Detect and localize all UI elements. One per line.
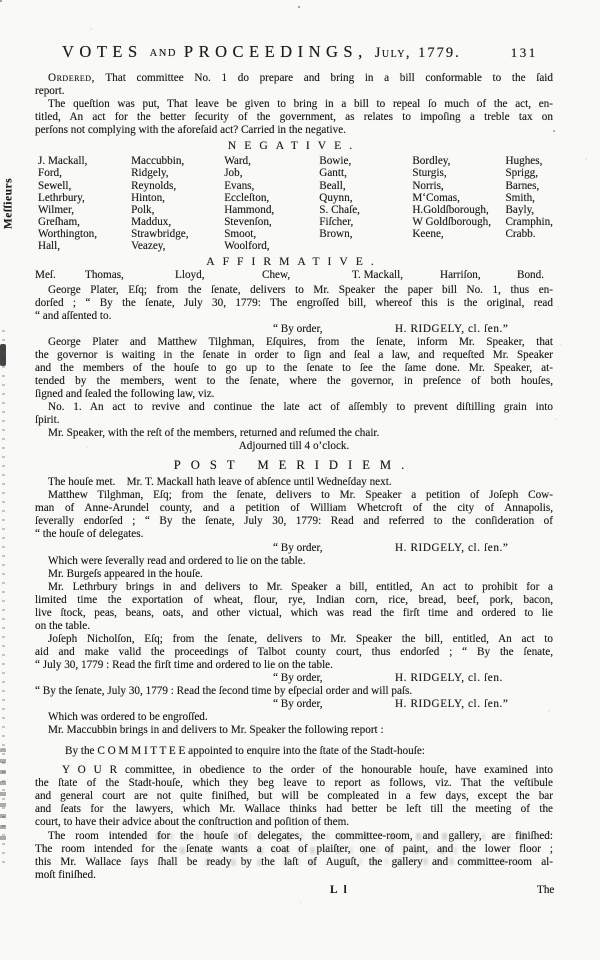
line-text: live ſtock, peas, beans, oats, and other victual, which was read the firſt time and ordered to lie [35, 606, 553, 619]
negative-name-columns [35, 155, 553, 252]
delegate-name: Bond. [517, 268, 545, 281]
delegate-name: Thomas, [85, 268, 124, 281]
text-line [35, 777, 553, 790]
text-line [35, 336, 553, 349]
text-line [35, 349, 553, 362]
line-right-text: H. RIDGELY, cl. ſen. [395, 671, 503, 684]
delegate-name: Wilmer, [38, 203, 75, 216]
line-text: perſons not complying with the aforeſaid act? Carried in the negative. [35, 124, 346, 137]
delegate-name: Bayly, [505, 203, 535, 216]
delegate-name: W Goldſborough, [412, 216, 492, 229]
text-line [35, 698, 553, 711]
line-text: dorſed ; “ By the ſenate, July 30, 1779: The engroſſed bill, whereof this is the original, read [35, 296, 553, 309]
text-line [35, 620, 553, 633]
line-text: Which was ordered to be engroſſed. [48, 711, 208, 724]
text-line [35, 72, 553, 85]
binding-edge-specks [0, 748, 6, 844]
ink-bleedthrough [345, 858, 525, 865]
negative-vote-list [2, 155, 553, 253]
delegate-name: Maddux, [131, 216, 172, 229]
text-line [35, 646, 553, 659]
delegate-name: Cramphin, [505, 216, 553, 229]
line-text: Which were ſeverally read and ordered to lie on the table. [48, 554, 306, 567]
text-line [35, 724, 553, 737]
delegate-name: Woolford, [224, 240, 270, 253]
line-text: “ By order, [273, 698, 323, 711]
smallcaps-lead: Ordered, [48, 72, 95, 84]
delegate-name: Brown, [319, 228, 353, 241]
line-text: Mr. Burgeſs appeared in the houſe. [48, 567, 203, 580]
name-column [319, 155, 412, 252]
line-text: Mr. Lethrbury brings in and delivers to Mr. Speaker a bill, entitled, An act to prohibit for a [48, 580, 553, 593]
delegate-name: Harriſon, [440, 268, 481, 281]
delegate-name: Sprigg, [505, 167, 539, 180]
line-text: The room intended for the ſenate wants a coat of plaiſter, one of paint, and the lower floor ; [35, 842, 553, 855]
delegate-name: Norris, [412, 179, 444, 192]
delegate-name: Greſham, [38, 216, 80, 229]
delegate-name: Fiſcher, [319, 216, 354, 229]
line-text: and ſeats for the lawyers, which Mr. Wallace thinks had better be left till the meeting of the [35, 803, 553, 816]
delegate-name: S. Chaſe, [319, 203, 360, 216]
line-right-text: H. RIDGELY, cl. ſen.” [395, 698, 509, 711]
text-line [35, 459, 553, 472]
text-line [35, 502, 553, 515]
line-text: report. [35, 85, 65, 98]
line-text: and general court are not quite finiſhed, but will be compleated in a few days, except the bar [35, 790, 553, 803]
delegate-name: Chew, [262, 268, 291, 281]
line-text: “ By order, [273, 541, 323, 554]
line-text: moſt finiſhed. [35, 868, 96, 881]
line-text: on the table. [35, 619, 90, 632]
line-right-text: H. RIDGELY, cl. ſen.” [395, 322, 509, 335]
line-text: Adjourned till 4 o’clock. [238, 440, 350, 453]
delegate-name: Polk, [131, 203, 155, 216]
negative-heading: NEGATIVE. [227, 139, 361, 153]
delegate-name: Stevenſon, [224, 216, 272, 229]
text-line [35, 884, 553, 897]
line-text: L l [330, 883, 349, 896]
document-body [2, 72, 555, 897]
delegate-name: Bordley, [412, 155, 451, 168]
text-line [35, 803, 553, 816]
text-line [35, 594, 553, 607]
delegate-name: Keene, [412, 228, 444, 241]
delegate-name: Hughes, [505, 155, 543, 168]
delegate-name: Meſ. [35, 268, 56, 281]
line-text: ſpirit. [35, 414, 60, 427]
name-column [224, 155, 319, 252]
text-line [35, 297, 553, 310]
line-text: George Plater, Eſq; from the ſenate, delivers to Mr. Speaker the paper bill No. 1, thus en- [48, 283, 553, 296]
text-line [35, 323, 553, 336]
text-line [35, 555, 553, 568]
delegate-name: Lethrbury, [38, 191, 85, 204]
binding-edge-blob [0, 344, 6, 366]
scan-speck-layer [0, 0, 2, 2]
delegate-name: Smith, [505, 191, 535, 204]
delegate-name: Maccubbin, [131, 155, 185, 168]
line-text: the governor is waiting in the ſenate in order to ſign and ſeal a law, and requeſted Mr. Speaker [35, 348, 553, 361]
delegate-name: Gantt, [319, 167, 347, 180]
text-line [35, 515, 553, 528]
name-column [38, 155, 131, 252]
delegate-name: Veazey, [131, 240, 166, 253]
delegate-name: Barnes, [505, 179, 540, 192]
delegate-name: Lloyd, [175, 268, 205, 281]
delegate-name: T. Mackall, [352, 268, 404, 281]
text-line [35, 581, 553, 594]
delegate-name: Ward, [224, 155, 251, 168]
line-text: Joſeph Nicholſon, Eſq; from the ſenate, delivers to Mr. Speaker the bill, entitled, An act to [48, 632, 553, 645]
messieurs-label: Meſſieurs [2, 178, 15, 230]
delegate-name: Worthington, [38, 228, 98, 241]
text-line [35, 607, 553, 620]
line-text: the ſtate of the Stadt-houſe, which they beg leave to report as follows, viz. That the veſtibule [35, 777, 553, 790]
page-title-part: AND [149, 48, 177, 59]
line-text: Matthew Tilghman, Eſq; from the ſenate, delivers to Mr. Speaker a petition of Joſeph Cow- [48, 489, 553, 502]
line-text: Y O U R committee, in obedience to the order of the honourable houſe, have examined into [62, 764, 553, 777]
delegate-name: Job, [224, 167, 243, 180]
line-text: ſeverally endorſed ; “ By the ſenate, July 30, 1779: Read and referred to the conſideration of [35, 515, 553, 528]
text-line [35, 124, 553, 137]
delegate-name: Eccleſton, [224, 191, 270, 204]
text-line [35, 440, 553, 453]
text-line [35, 375, 553, 388]
text-line [35, 388, 553, 401]
delegate-name: Ford, [38, 167, 62, 180]
text-line [35, 711, 553, 724]
text-line [35, 528, 553, 541]
page-title-part: VOTES [62, 42, 143, 61]
delegate-name: Strawbridge, [131, 228, 189, 241]
delegate-name: Hammond, [224, 203, 275, 216]
line-text: titled, An act for the better ſecurity of the government, as relates to impoſing a treble tax on [35, 111, 553, 124]
delegate-name: Ridgely, [131, 167, 169, 180]
delegate-name: Evans, [224, 179, 255, 192]
ink-bleedthrough [205, 859, 315, 866]
page-header [62, 42, 570, 62]
line-text: aid and make valid the proceedings of Talbot county court, thus endorſed ; “ By the ſenate, [35, 645, 553, 658]
affirmative-vote-list [35, 269, 553, 282]
opening-paragraphs [35, 72, 553, 137]
line-text: That committee No. 1 do prepare and bring in a bill conformable to the ſaid [94, 72, 553, 84]
line-text: The queſtion was put, That leave be given to bring in a bill to repeal ſo much of the act, en- [48, 98, 553, 111]
text-line [35, 427, 553, 440]
line-text: The houſe met. Mr. T. Mackall hath leave of abſence until Wedneſday next. [48, 476, 392, 489]
line-text: and the members of the houſe to go up to the ſenate to ſee the ſame done. Mr. Speaker, at- [35, 361, 553, 374]
text-line [35, 476, 553, 489]
text-line [35, 284, 553, 297]
delegate-name: Quynn, [319, 191, 353, 204]
text-line [35, 111, 553, 124]
delegate-name: J. Mackall, [38, 155, 88, 168]
text-line [35, 414, 553, 427]
text-line [35, 745, 553, 758]
proceedings-paragraphs [35, 284, 553, 897]
line-text: limited time the exportation of wheat, flour, rye, Indian corn, rice, bread, beef, pork, bacon, [35, 593, 553, 606]
delegate-name: Bowie, [319, 155, 352, 168]
text-line [35, 685, 553, 698]
text-line [35, 85, 553, 98]
text-line [35, 98, 553, 111]
text-line [35, 401, 553, 414]
delegate-name: Sewell, [38, 179, 72, 192]
line-text: “ By the ſenate, July 30, 1779 : Read the ſecond time by eſpecial order and will paſs. [35, 685, 413, 698]
affirmative-heading: AFFIRMATIVE. [206, 254, 382, 268]
name-column [412, 155, 505, 252]
page-title-part: PROCEEDINGS, [183, 42, 368, 61]
line-text: “ the houſe of delegates. [35, 528, 144, 541]
text-line [35, 489, 553, 502]
page-number: 131 [510, 45, 538, 60]
text-line [35, 310, 553, 323]
line-text: “ and aſſented to. [35, 309, 112, 322]
delegate-name: Smoot, [224, 228, 257, 241]
line-text: No. 1. An act to revive and continue the late act of aſſembly to prevent diſtilling grain into [48, 401, 553, 414]
text-line [35, 659, 553, 672]
line-text: tended by the members, went to the ſenate, where the governor, in preſence of both houſes, [35, 374, 553, 387]
text-line [35, 790, 553, 803]
text-line [35, 869, 553, 882]
delegate-name: Hall, [38, 240, 61, 253]
line-text: The room intended for the houſe of delegates, the committee-room, and gallery, are finiſhed: [48, 829, 553, 842]
line-text: “ July 30, 1779 : Read the firſt time and ordered to lie on the table. [35, 658, 333, 671]
text-line [35, 542, 553, 555]
line-text: “ By order, [273, 671, 323, 684]
line-text: ſigned and ſealed the following law, viz. [35, 388, 215, 400]
line-text: Mr. Speaker, with the reſt of the members, returned and reſumed the chair. [48, 427, 380, 440]
page-title-part: July, [374, 45, 412, 61]
name-column [505, 155, 553, 252]
delegate-name: M‘Comas, [412, 191, 460, 204]
text-line [35, 568, 553, 581]
line-text: man of Anne-Arundel county, and a petition of William Whetcroft of the city of Annapolis, [35, 502, 553, 515]
ink-bleedthrough [130, 833, 530, 840]
ink-bleedthrough [180, 847, 470, 854]
line-text: this Mr. Wallace ſays ſhall be ready by the laſt of Auguſt, the gallery and committee-room al- [35, 855, 553, 868]
line-text: George Plater and Matthew Tilghman, Eſquires, from the ſenate, inform Mr. Speaker, that [48, 335, 553, 348]
line-text: court, to have their advice about the conſtruction and poſition of them. [35, 816, 350, 829]
delegate-name: Beall, [319, 179, 346, 192]
delegate-name: H.Goldſborough, [412, 203, 489, 216]
line-right-text: The [537, 883, 555, 896]
line-text: POST MERIDIEM. [173, 458, 415, 473]
line-right-text: H. RIDGELY, cl. ſen.” [395, 541, 509, 554]
line-text: Mr. Maccubbin brings in and delivers to Mr. Speaker the following report : [48, 724, 384, 737]
line-text: By the C O M M I T T E E appointed to enquire into the ſtate of the Stadt-houſe: [65, 745, 425, 758]
delegate-name: Hinton, [131, 191, 165, 204]
text-line [35, 672, 553, 685]
text-line [35, 764, 553, 777]
delegate-name: Crabb. [505, 228, 536, 241]
text-line [35, 633, 553, 646]
line-text: “ By order, [273, 322, 323, 335]
name-column [131, 155, 224, 252]
delegate-name: Sturgis, [412, 167, 447, 180]
delegate-name: Reynolds, [131, 179, 177, 192]
text-line [35, 816, 553, 829]
page-title-part: 1779. [418, 45, 461, 61]
text-line [35, 362, 553, 375]
page-title [62, 42, 461, 62]
